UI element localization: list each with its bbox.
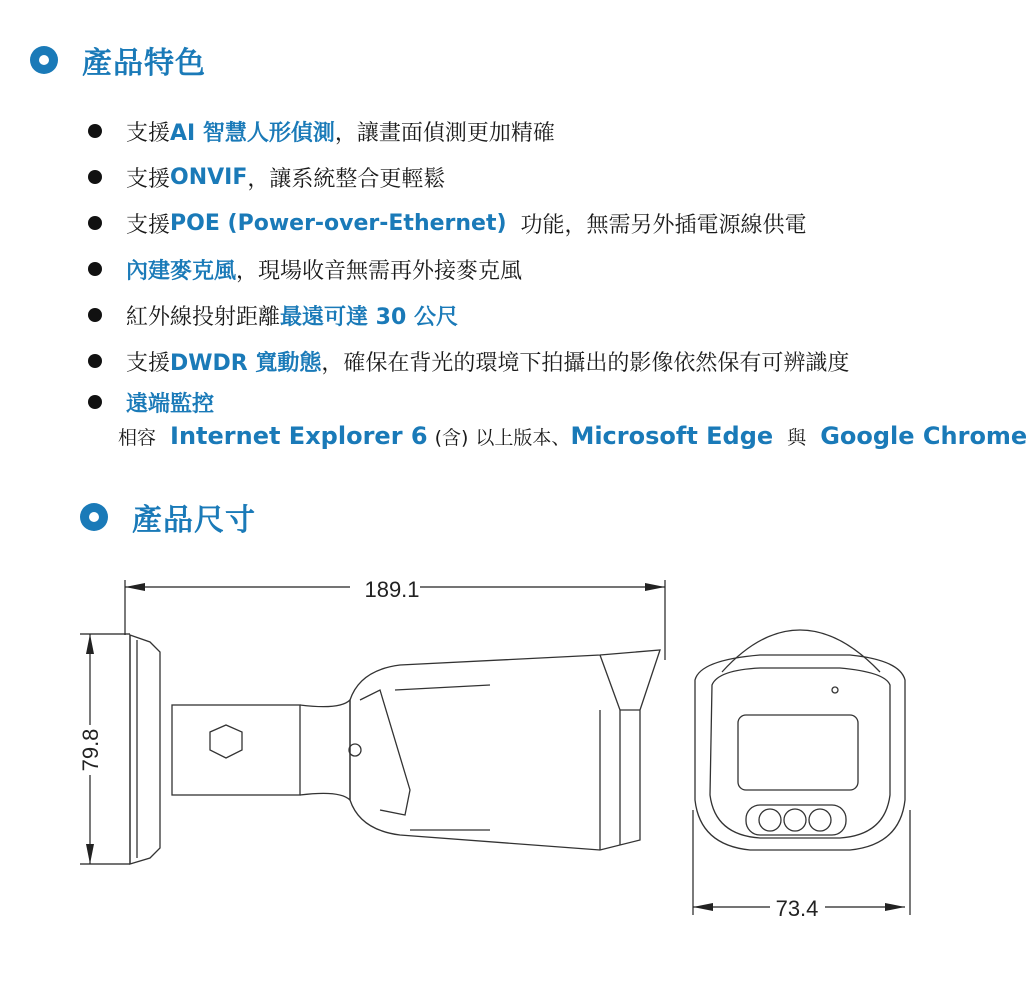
feature-text: 支援 [126, 166, 171, 192]
bullet-dot-icon [88, 170, 102, 184]
feature-item [80, 108, 980, 154]
bullet-circle-icon [80, 503, 108, 531]
versions-text: 以上版本、 [475, 427, 571, 449]
bullet-circle-icon [30, 46, 58, 74]
feature-text: 支援 [126, 120, 171, 146]
browser-compat-line [118, 422, 1027, 450]
mic-hole-icon [832, 687, 838, 693]
browser-ie: Internet Explorer 6 [170, 422, 428, 450]
feature-text: ，現場收音無需再外接麥克風 [236, 258, 523, 284]
hex-screw-icon [210, 725, 242, 758]
dim-height-label: 79.8 [78, 728, 103, 772]
feature-highlight: AI 智慧人形偵測 [170, 120, 335, 146]
feature-item [80, 338, 980, 384]
browser-chrome: Google Chrome [820, 422, 1027, 450]
camera-side-view [130, 635, 660, 864]
feature-text: ，讓畫面偵測更加精確 [334, 120, 555, 146]
feature-text: ，確保在背光的環境下拍攝出的影像依然保有可辨識度 [321, 350, 850, 376]
feature-item [80, 292, 980, 338]
features-title: 產品特色 [82, 46, 206, 81]
ir-led-icon [809, 809, 831, 831]
feature-item-remote [80, 384, 980, 420]
feature-highlight: 內建麥克風 [126, 258, 237, 284]
ir-led-icon [759, 809, 781, 831]
feature-item [80, 246, 980, 292]
feature-highlight: DWDR 寬動態 [170, 350, 322, 376]
dim-width-label: 73.4 [775, 896, 819, 921]
feature-item [80, 200, 980, 246]
camera-dimension-drawing [0, 560, 1000, 960]
lens-window [738, 715, 858, 790]
feature-highlight: POE (Power-over-Ethernet) [170, 210, 507, 236]
bullet-dot-icon [88, 395, 102, 409]
feature-list [80, 108, 1027, 450]
features-header [30, 38, 206, 82]
feature-highlight: ONVIF [170, 164, 248, 190]
feature-text: 紅外線投射距離 [126, 304, 281, 330]
bullet-dot-icon [88, 262, 102, 276]
bullet-dot-icon [88, 124, 102, 138]
feature-text: ，讓系統整合更輕鬆 [247, 166, 446, 192]
feature-text: 功能，無需另外插電源線供電 [506, 212, 807, 238]
feature-text: 支援 [126, 350, 171, 376]
dimensions-header [80, 495, 256, 539]
and-text: 與 [787, 427, 807, 449]
feature-text: 支援 [126, 212, 171, 238]
dim-length-label: 189.1 [364, 577, 420, 602]
bullet-dot-icon [88, 308, 102, 322]
feature-item [80, 154, 980, 200]
remote-title: 遠端監控 [126, 391, 215, 417]
feature-highlight: 最遠可達 30 公尺 [280, 304, 458, 330]
ir-led-icon [784, 809, 806, 831]
dimensions-title: 產品尺寸 [132, 503, 256, 538]
browser-edge: Microsoft Edge [570, 422, 774, 450]
bullet-dot-icon [88, 354, 102, 368]
compat-prefix: 相容 [118, 427, 157, 449]
ie-note: (含) [434, 427, 469, 449]
camera-front-view [695, 630, 905, 850]
bullet-dot-icon [88, 216, 102, 230]
